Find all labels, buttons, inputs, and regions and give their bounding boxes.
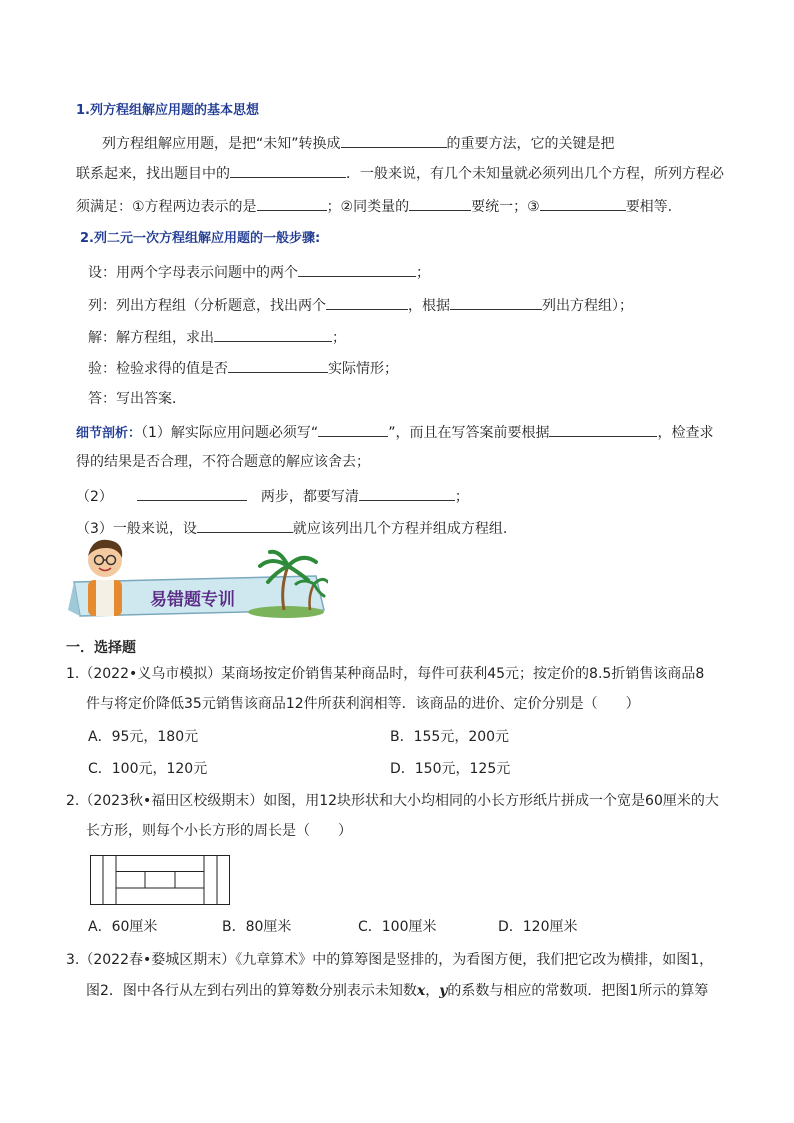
island-icon (248, 606, 324, 618)
q2-option-d[interactable]: D．120厘米 (498, 919, 578, 935)
blank-11 (318, 422, 388, 437)
blank-15 (197, 518, 293, 533)
blank-12 (549, 422, 657, 437)
variable-x: x (416, 983, 426, 999)
blank-4 (409, 196, 471, 211)
section1-title: 1.列方程组解应用题的基本思想 (76, 103, 259, 118)
details-line2: 得的结果是否合理，不符合题意的解应该舍去； (76, 454, 370, 470)
blank-3 (257, 196, 327, 211)
banner-image (66, 536, 328, 620)
step-solve: 解：解方程组，求出 ； (88, 327, 346, 348)
banner-title: 易错题专训 (150, 590, 235, 610)
section2-title: 2.列二元一次方程组解应用题的一般步骤: (80, 231, 321, 246)
blank-14 (359, 486, 455, 501)
blank-10 (228, 358, 328, 373)
section1-line2: 联系起来，找出题目中的 ．一般来说，有几个未知量就必须列出几个方程，所列方程必 (76, 163, 724, 184)
blank-1 (341, 133, 447, 148)
section1-line3: 须满足：①方程两边表示的是 ；②同类量的 要统一；③ 要相等. (76, 196, 672, 217)
blank-6 (298, 262, 416, 277)
variable-y: y (439, 983, 448, 999)
q1-line2: 件与将定价降低35元销售该商品12件所获利润相等．该商品的进价、定价分别是（ ） (86, 696, 640, 712)
q3-line2: 图2．图中各行从左到右列出的算筹数分别表示未知数x，y的系数与相应的常数项．把图1所示的算筹 (86, 983, 709, 999)
blank-8 (450, 295, 542, 310)
q1-option-b[interactable]: B．155元，200元 (390, 729, 510, 745)
q2-option-b[interactable]: B．80厘米 (222, 919, 292, 935)
q3-line1: 3.（2022春•婺城区期末）《九章算术》中的算筹图是竖排的，为看图方便，我们把它改为横排，如图1， (66, 952, 714, 968)
blank-5 (540, 196, 626, 211)
step-list: 列：列出方程组（分析题意，找出两个 ，根据 列出方程组）； (88, 295, 633, 316)
part-title: 一．选择题 (66, 640, 136, 656)
step-check: 验：检验求得的值是否 实际情形； (88, 358, 398, 379)
blank-7 (326, 295, 408, 310)
q2-option-c[interactable]: C．100厘米 (358, 919, 437, 935)
q2-line1: 2.（2023秋•福田区校级期末）如图，用12块形状和大小均相同的小长方形纸片拼成一个宽是60厘米的大 (66, 793, 719, 809)
q1-option-c[interactable]: C．100元，120元 (88, 761, 208, 777)
blank-9 (214, 327, 332, 342)
q2-line2: 长方形，则每个小长方形的周长是（ ） (86, 823, 352, 839)
step-answer: 答：写出答案． (88, 391, 186, 407)
q1-line1: 1.（2022•义乌市模拟）某商场按定价销售某种商品时，每件可获利45元；按定价的8.5折销售该商品8 (66, 666, 705, 682)
q1-option-a[interactable]: A．95元，180元 (88, 729, 199, 745)
rectangle-figure (90, 855, 230, 905)
q2-option-a[interactable]: A．60厘米 (88, 919, 158, 935)
teacher-avatar-icon (88, 540, 122, 616)
details-line1: 细节剖析：（1）解实际应用问题必须写“ ”，而且在写答案前要根据 ，检查求 (76, 422, 713, 444)
step-set: 设：用两个字母表示问题中的两个 ； (88, 262, 430, 283)
details-line3: （2） 两步，都要写清 ； (76, 486, 469, 507)
q1-option-d[interactable]: D．150元，125元 (390, 761, 511, 777)
section1-line1: 列方程组解应用题，是把“未知”转换成 的重要方法，它的关键是把 (102, 133, 615, 154)
blank-13 (137, 486, 247, 501)
blank-2 (230, 163, 346, 178)
details-line4: （3）一般来说，设 就应该列出几个方程并组成方程组. (76, 518, 507, 539)
